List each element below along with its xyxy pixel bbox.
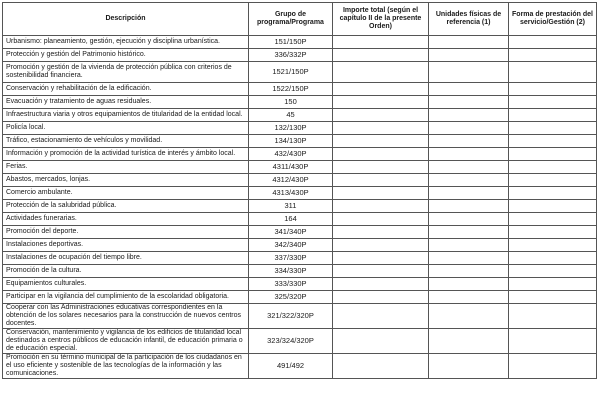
table-row [3, 354, 597, 379]
importe-cell[interactable] [333, 161, 429, 174]
row-program-code: 342/340P [249, 239, 333, 252]
row-description: Información y promoción de la actividad turística de interés y ámbito local. [3, 148, 249, 161]
forma-cell[interactable] [509, 135, 597, 148]
forma-cell[interactable] [509, 200, 597, 213]
table-body [3, 36, 597, 379]
row-program-code: 325/320P [249, 291, 333, 304]
table-row [3, 213, 597, 226]
row-description: Comercio ambulante. [3, 187, 249, 200]
table-row [3, 278, 597, 291]
header-grupo-programa: Grupo de programa/Programa [249, 3, 333, 36]
row-program-code: 334/330P [249, 265, 333, 278]
importe-cell[interactable] [333, 252, 429, 265]
table-row [3, 239, 597, 252]
forma-cell[interactable] [509, 329, 597, 354]
forma-cell[interactable] [509, 213, 597, 226]
row-program-code: 45 [249, 109, 333, 122]
row-description: Instalaciones deportivas. [3, 239, 249, 252]
row-description: Protección y gestión del Patrimonio histórico. [3, 49, 249, 62]
row-program-code: 491/492 [249, 354, 333, 379]
unidades-cell[interactable] [429, 62, 509, 83]
forma-cell[interactable] [509, 49, 597, 62]
row-description: Actividades funerarias. [3, 213, 249, 226]
table-row [3, 291, 597, 304]
table-row [3, 174, 597, 187]
unidades-cell[interactable] [429, 213, 509, 226]
importe-cell[interactable] [333, 239, 429, 252]
table-row [3, 329, 597, 354]
unidades-cell[interactable] [429, 278, 509, 291]
unidades-cell[interactable] [429, 226, 509, 239]
forma-cell[interactable] [509, 187, 597, 200]
unidades-cell[interactable] [429, 96, 509, 109]
forma-cell[interactable] [509, 174, 597, 187]
forma-cell[interactable] [509, 304, 597, 329]
unidades-cell[interactable] [429, 161, 509, 174]
row-description: Promoción del deporte. [3, 226, 249, 239]
row-description: Urbanismo: planeamiento, gestión, ejecución y disciplina urbanística. [3, 36, 249, 49]
table-row [3, 265, 597, 278]
table-row [3, 200, 597, 213]
importe-cell[interactable] [333, 109, 429, 122]
forma-cell[interactable] [509, 265, 597, 278]
forma-cell[interactable] [509, 62, 597, 83]
importe-cell[interactable] [333, 83, 429, 96]
forma-cell[interactable] [509, 36, 597, 49]
importe-cell[interactable] [333, 49, 429, 62]
row-description: Policía local. [3, 122, 249, 135]
table-row [3, 252, 597, 265]
forma-cell[interactable] [509, 148, 597, 161]
unidades-cell[interactable] [429, 135, 509, 148]
row-description: Promoción y gestión de la vivienda de protección pública con criterios de sostenibilidad financiera. [3, 62, 249, 83]
unidades-cell[interactable] [429, 187, 509, 200]
table-row [3, 96, 597, 109]
importe-cell[interactable] [333, 174, 429, 187]
row-program-code: 321/322/320P [249, 304, 333, 329]
row-description: Cooperar con las Administraciones educativas correspondientes en la obtención de los solares necesarios para la construcción de nuevos centros docentes. [3, 304, 249, 329]
row-program-code: 4311/430P [249, 161, 333, 174]
forma-cell[interactable] [509, 122, 597, 135]
unidades-cell[interactable] [429, 239, 509, 252]
unidades-cell[interactable] [429, 36, 509, 49]
importe-cell[interactable] [333, 200, 429, 213]
unidades-cell[interactable] [429, 49, 509, 62]
table-row [3, 83, 597, 96]
importe-cell[interactable] [333, 135, 429, 148]
row-program-code: 341/340P [249, 226, 333, 239]
forma-cell[interactable] [509, 226, 597, 239]
importe-cell[interactable] [333, 278, 429, 291]
row-program-code: 164 [249, 213, 333, 226]
forma-cell[interactable] [509, 239, 597, 252]
table-row [3, 49, 597, 62]
unidades-cell[interactable] [429, 329, 509, 354]
row-program-code: 432/430P [249, 148, 333, 161]
importe-cell[interactable] [333, 213, 429, 226]
row-description: Ferias. [3, 161, 249, 174]
table-row [3, 161, 597, 174]
importe-cell[interactable] [333, 226, 429, 239]
row-description: Participar en la vigilancia del cumplimiento de la escolaridad obligatoria. [3, 291, 249, 304]
forma-cell[interactable] [509, 96, 597, 109]
forma-cell[interactable] [509, 109, 597, 122]
table-row [3, 135, 597, 148]
unidades-cell[interactable] [429, 109, 509, 122]
unidades-cell[interactable] [429, 291, 509, 304]
row-program-code: 1521/150P [249, 62, 333, 83]
header-unidades-fisicas: Unidades físicas de referencia (1) [429, 3, 509, 36]
unidades-cell[interactable] [429, 174, 509, 187]
table-row [3, 62, 597, 83]
header-descripcion: Descripción [3, 3, 249, 36]
row-program-code: 134/130P [249, 135, 333, 148]
forma-cell[interactable] [509, 161, 597, 174]
row-program-code: 4312/430P [249, 174, 333, 187]
row-program-code: 132/130P [249, 122, 333, 135]
row-program-code: 323/324/320P [249, 329, 333, 354]
forma-cell[interactable] [509, 291, 597, 304]
row-program-code: 336/332P [249, 49, 333, 62]
unidades-cell[interactable] [429, 148, 509, 161]
row-description: Equipamientos culturales. [3, 278, 249, 291]
importe-cell[interactable] [333, 62, 429, 83]
unidades-cell[interactable] [429, 200, 509, 213]
forma-cell[interactable] [509, 83, 597, 96]
row-program-code: 150 [249, 96, 333, 109]
importe-cell[interactable] [333, 291, 429, 304]
row-description: Promoción de la cultura. [3, 265, 249, 278]
row-program-code: 4313/430P [249, 187, 333, 200]
row-description: Evacuación y tratamiento de aguas residuales. [3, 96, 249, 109]
budget-table [2, 2, 597, 379]
row-description: Conservación, mantenimiento y vigilancia de los edificios de titularidad local destinados a centros públicos de educación infantil, de educación primaria o de educación especial. [3, 329, 249, 354]
table-row [3, 148, 597, 161]
header-importe-total: Importe total (según el capítulo II de la presente Orden) [333, 3, 429, 36]
row-description: Tráfico, estacionamiento de vehículos y movilidad. [3, 135, 249, 148]
unidades-cell[interactable] [429, 354, 509, 379]
importe-cell[interactable] [333, 329, 429, 354]
row-program-code: 333/330P [249, 278, 333, 291]
row-program-code: 311 [249, 200, 333, 213]
table-row [3, 109, 597, 122]
table-row [3, 187, 597, 200]
row-description: Protección de la salubridad pública. [3, 200, 249, 213]
importe-cell[interactable] [333, 354, 429, 379]
row-description: Abastos, mercados, lonjas. [3, 174, 249, 187]
unidades-cell[interactable] [429, 252, 509, 265]
table-row [3, 304, 597, 329]
row-program-code: 151/150P [249, 36, 333, 49]
row-description: Infraestructura viaria y otros equipamientos de titularidad de la entidad local. [3, 109, 249, 122]
forma-cell[interactable] [509, 354, 597, 379]
row-program-code: 337/330P [249, 252, 333, 265]
unidades-cell[interactable] [429, 83, 509, 96]
importe-cell[interactable] [333, 265, 429, 278]
unidades-cell[interactable] [429, 265, 509, 278]
table-row [3, 36, 597, 49]
importe-cell[interactable] [333, 96, 429, 109]
forma-cell[interactable] [509, 278, 597, 291]
row-program-code: 1522/150P [249, 83, 333, 96]
importe-cell[interactable] [333, 148, 429, 161]
importe-cell[interactable] [333, 187, 429, 200]
row-description: Instalaciones de ocupación del tiempo libre. [3, 252, 249, 265]
header-forma-prestacion: Forma de prestación del servicio/Gestión (2) [509, 3, 597, 36]
row-description: Promoción en su término municipal de la participación de los ciudadanos en el uso eficiente y sostenible de las tecnologías de la información y las comunicaciones. [3, 354, 249, 379]
table-row [3, 226, 597, 239]
row-description: Conservación y rehabilitación de la edificación. [3, 83, 249, 96]
header-row [3, 3, 597, 36]
importe-cell[interactable] [333, 122, 429, 135]
table-row [3, 122, 597, 135]
importe-cell[interactable] [333, 36, 429, 49]
unidades-cell[interactable] [429, 304, 509, 329]
importe-cell[interactable] [333, 304, 429, 329]
forma-cell[interactable] [509, 252, 597, 265]
unidades-cell[interactable] [429, 122, 509, 135]
